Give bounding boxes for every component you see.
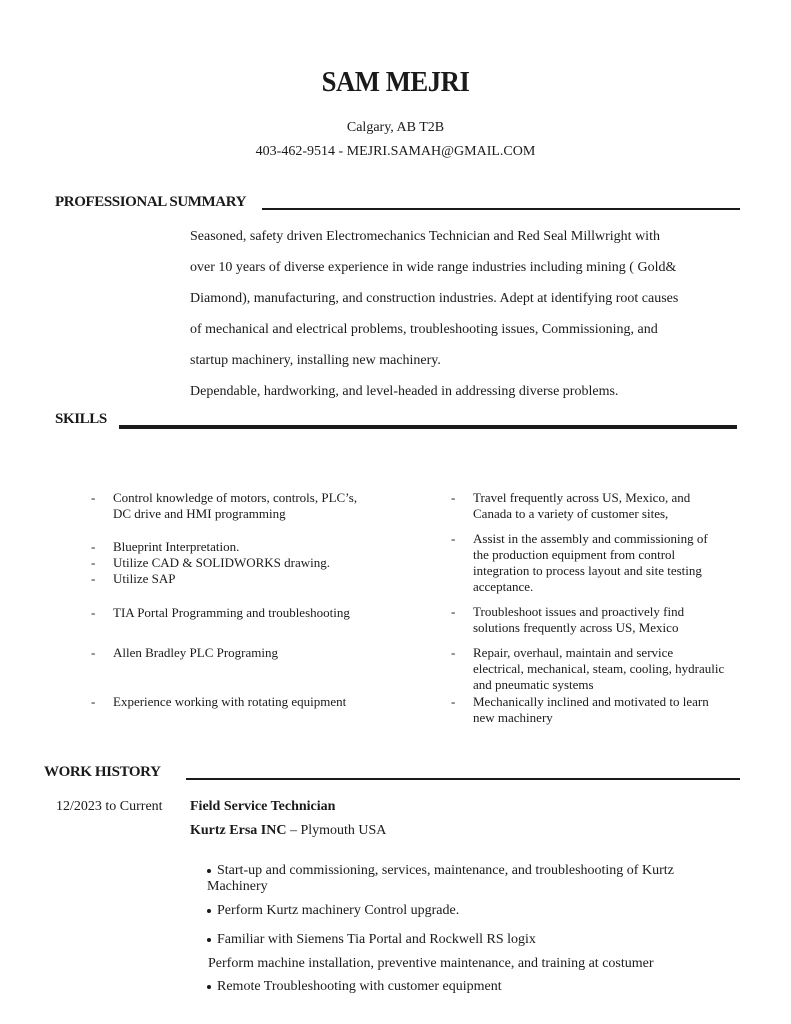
summary-text xyxy=(190,221,750,407)
duty-text: Perform Kurtz machinery Control upgrade. xyxy=(217,903,460,918)
dash-marker: - xyxy=(451,694,456,709)
skill-text: acceptance. xyxy=(473,579,534,594)
dash-marker: - xyxy=(451,604,456,619)
skill-text: Utilize CAD & SOLIDWORKS drawing. xyxy=(113,555,331,570)
dash-marker: - xyxy=(91,571,96,586)
duty-text: Familiar with Siemens Tia Portal and Rockwell RS logix xyxy=(217,932,536,947)
skills-divider xyxy=(119,425,737,429)
skill-text: new machinery xyxy=(473,710,553,725)
job-location: – Plymouth USA xyxy=(286,823,387,838)
summary-heading: PROFESSIONAL SUMMARY xyxy=(55,194,247,210)
skill-item xyxy=(91,490,358,522)
duty-text: Remote Troubleshooting with customer equipment xyxy=(217,979,502,994)
summary-line: over 10 years of diverse experience in wide range industries including mining ( Gold& xyxy=(190,260,677,275)
summary-divider xyxy=(262,208,740,210)
candidate-name: SAM MEJRI xyxy=(321,66,470,98)
skill-text: DC drive and HMI programming xyxy=(113,506,286,521)
skill-item xyxy=(91,555,331,571)
summary-line: Diamond), manufacturing, and construction industries. Adept at identifying root causes xyxy=(190,291,679,306)
location: Calgary, AB T2B xyxy=(346,120,445,135)
dash-marker: - xyxy=(91,645,96,660)
dash-marker: - xyxy=(91,490,96,505)
skill-text: Experience working with rotating equipment xyxy=(113,694,347,709)
bullet-icon xyxy=(207,869,211,873)
skill-text: solutions frequently across US, Mexico xyxy=(473,620,679,635)
summary-line: of mechanical and electrical problems, troubleshooting issues, Commissioning, and xyxy=(190,322,658,337)
skill-text: TIA Portal Programming and troubleshooting xyxy=(113,605,350,620)
bullet-icon xyxy=(207,985,211,989)
skill-text: Troubleshoot issues and proactively find xyxy=(473,604,685,619)
summary-line: Seasoned, safety driven Electromechanics Technician and Red Seal Millwright with xyxy=(190,229,660,244)
skill-item xyxy=(451,645,725,693)
summary-line: startup machinery, installing new machinery. xyxy=(190,353,441,368)
duty-text: Machinery xyxy=(207,879,268,894)
work-history-heading: WORK HISTORY xyxy=(44,764,161,780)
duty-item xyxy=(207,932,536,948)
duty-item xyxy=(207,863,747,895)
skill-text: Canada to a variety of customer sites, xyxy=(473,506,669,521)
skill-item xyxy=(91,571,176,587)
skill-item xyxy=(451,604,685,636)
dash-marker: - xyxy=(91,539,96,554)
job-title: Field Service Technician xyxy=(190,799,336,814)
duty-text: Start-up and commissioning, services, maintenance, and troubleshooting of Kurtz xyxy=(217,863,674,878)
skill-text: Travel frequently across US, Mexico, and xyxy=(473,490,691,505)
work-history-divider xyxy=(186,778,740,780)
skill-text: Utilize SAP xyxy=(113,571,176,586)
skill-item xyxy=(451,694,709,726)
dash-marker: - xyxy=(91,605,96,620)
bullet-icon xyxy=(207,909,211,913)
skill-text: electrical, mechanical, steam, cooling, hydraulic xyxy=(473,661,725,676)
bullet-icon xyxy=(207,938,211,942)
contact-line: 403-462-9514 - MEJRI.SAMAH@GMAIL.COM xyxy=(255,144,536,159)
skill-text: Blueprint Interpretation. xyxy=(113,539,240,554)
skill-text: Repair, overhaul, maintain and service xyxy=(473,645,674,660)
job-company-line xyxy=(190,823,386,839)
job-dates: 12/2023 to Current xyxy=(56,799,163,814)
skill-item xyxy=(91,539,240,555)
dash-marker: - xyxy=(451,490,456,505)
skill-item xyxy=(91,645,279,661)
duty-item xyxy=(207,903,459,919)
skill-item xyxy=(91,694,347,710)
skill-text: Assist in the assembly and commissioning of xyxy=(473,531,708,546)
skill-text: integration to process layout and site testing xyxy=(473,563,702,578)
skill-item xyxy=(451,490,691,522)
dash-marker: - xyxy=(451,531,456,546)
skill-text: Allen Bradley PLC Programing xyxy=(113,645,279,660)
dash-marker: - xyxy=(91,694,96,709)
job-company: Kurtz Ersa INC xyxy=(190,823,287,838)
skill-item xyxy=(451,531,708,595)
skill-item xyxy=(91,605,350,621)
skill-text: and pneumatic systems xyxy=(473,677,594,692)
summary-line: Dependable, hardworking, and level-headed in addressing diverse problems. xyxy=(190,384,619,399)
skill-text: Mechanically inclined and motivated to learn xyxy=(473,694,709,709)
skills-heading: SKILLS xyxy=(55,411,107,427)
duty-item xyxy=(207,979,502,995)
skill-text: the production equipment from control xyxy=(473,547,676,562)
skill-text: Control knowledge of motors, controls, PLC’s, xyxy=(113,490,358,505)
dash-marker: - xyxy=(91,555,96,570)
duty-item xyxy=(208,956,654,972)
duty-text: Perform machine installation, preventive maintenance, and training at costumer xyxy=(208,956,654,971)
dash-marker: - xyxy=(451,645,456,660)
